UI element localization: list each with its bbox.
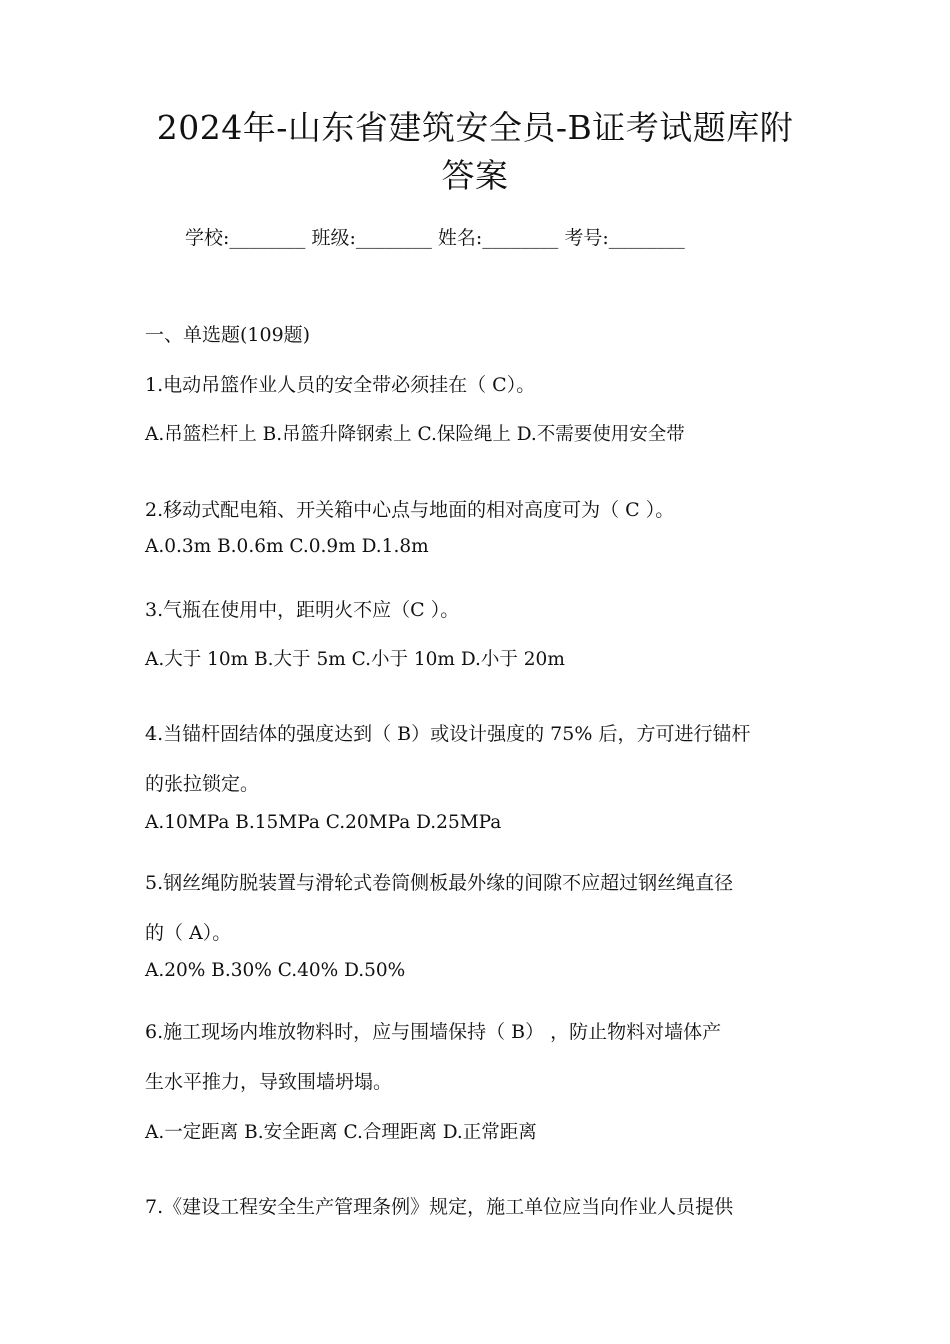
question-2-stem: 2.移动式配电箱、开关箱中心点与地面的相对高度可为（ C ）。 (145, 499, 675, 521)
question-4-options: A.10MPa B.15MPa C.20MPa D.25MPa (145, 812, 502, 833)
section-heading: 一、单选题(109题) (145, 324, 311, 346)
document-title-line-1: 2024年-山东省建筑安全员-B证考试题库附 (156, 108, 794, 147)
question-1-stem: 1.电动吊篮作业人员的安全带必须挂在（ C）。 (145, 374, 536, 396)
question-3-stem: 3.气瓶在使用中，距明火不应（C ）。 (145, 599, 460, 621)
question-1-options: A.吊篮栏杆上 B.吊篮升降钢索上 C.保险绳上 D.不需要使用安全带 (145, 424, 685, 445)
question-6-stem-line-1: 6.施工现场内堆放物料时，应与围墙保持（ B） ，防止物料对墙体产 (145, 1021, 722, 1043)
question-2-options: A.0.3m B.0.6m C.0.9m D.1.8m (145, 536, 429, 557)
question-6-options: A.一定距离 B.安全距离 C.合理距离 D.正常距离 (145, 1122, 537, 1143)
question-5-stem-line-2: 的（ A）。 (145, 922, 232, 944)
question-3-options: A.大于 10m B.大于 5m C.小于 10m D.小于 20m (145, 649, 565, 670)
question-5-stem-line-1: 5.钢丝绳防脱装置与滑轮式卷筒侧板最外缘的间隙不应超过钢丝绳直径 (145, 872, 734, 894)
document-title-line-2: 答案 (441, 156, 509, 195)
student-info-fields: 学校:________ 班级:________ 姓名:________ 考号:________ (185, 227, 685, 249)
question-4-stem-line-2: 的张拉锁定。 (145, 773, 260, 795)
question-6-stem-line-2: 生水平推力，导致围墙坍塌。 (145, 1071, 393, 1093)
question-5-options: A.20% B.30% C.40% D.50% (145, 960, 406, 981)
question-4-stem-line-1: 4.当锚杆固结体的强度达到（ B）或设计强度的 75% 后，方可进行锚杆 (145, 723, 751, 745)
question-7-stem-line-1: 7.《建设工程安全生产管理条例》规定，施工单位应当向作业人员提供 (145, 1196, 734, 1218)
